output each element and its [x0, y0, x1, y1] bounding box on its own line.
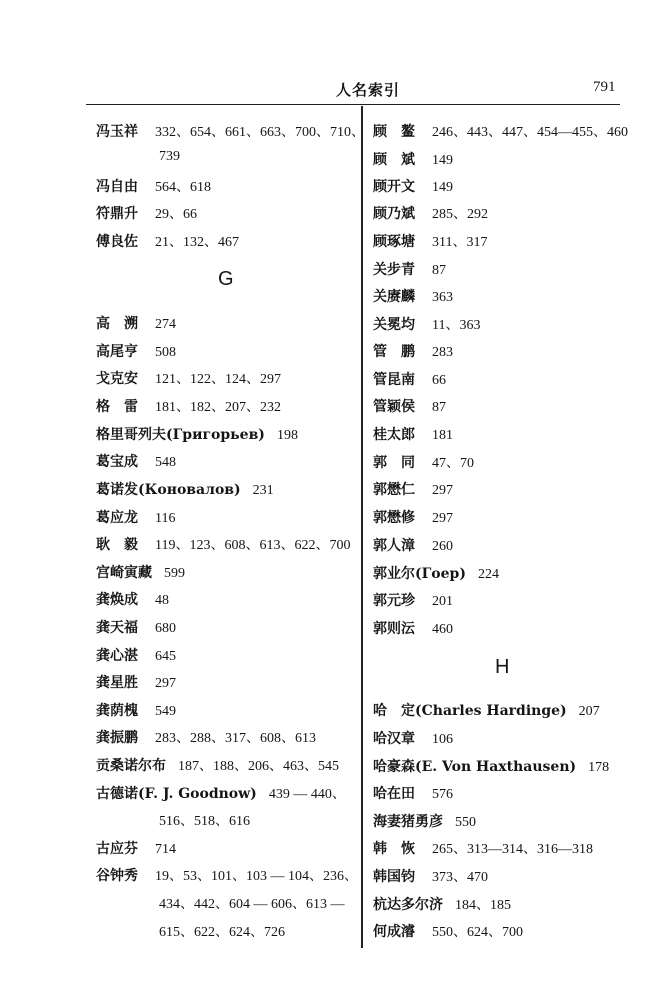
entry-name: 龚星胜	[96, 675, 138, 691]
entry-name: 哈豪森(E. Von Haxthausen)	[373, 759, 577, 775]
index-entry	[373, 563, 499, 583]
entry-pages: 265、313—314、316—318	[432, 842, 593, 857]
entry-name: 关冕均	[373, 317, 415, 333]
page-number: 791	[593, 79, 616, 95]
entry-pages: 47、70	[432, 456, 474, 471]
index-entry	[96, 589, 169, 609]
entry-name: 郭懋修	[373, 510, 415, 526]
entry-name: 韩 恢	[373, 841, 415, 857]
entry-name: 何成濬	[373, 924, 415, 940]
index-entry	[373, 369, 446, 389]
index-entry	[373, 838, 593, 858]
index-entry	[96, 176, 211, 196]
entry-pages: 119、123、608、613、622、700	[155, 538, 351, 553]
entry-pages: 149	[432, 153, 453, 168]
entry-pages: 645	[155, 649, 176, 664]
entry-name: 哈 定(Charles Hardinge)	[373, 703, 567, 719]
entry-pages: 283、288、317、608、613	[155, 731, 316, 746]
entry-pages: 48	[155, 593, 169, 608]
index-entry	[373, 618, 453, 638]
entry-pages: 439 — 440、	[268, 787, 346, 802]
page-title: 人名索引	[336, 81, 401, 99]
entry-name: 顾琢塘	[373, 234, 415, 250]
entry-pages: 680	[155, 621, 176, 636]
entry-name: 顾开文	[373, 179, 415, 195]
header-rule	[86, 104, 620, 105]
entry-name: 高尾亨	[96, 344, 138, 360]
index-entry	[96, 672, 176, 692]
entry-pages: 181	[432, 428, 453, 443]
entry-pages: 548	[155, 455, 176, 470]
entry-name: 格里哥列夫(Григорьев)	[96, 427, 265, 443]
entry-pages: 311、317	[432, 235, 488, 250]
index-entry	[373, 700, 600, 720]
index-entry	[96, 479, 274, 499]
index-entry	[96, 313, 176, 333]
entry-pages: 549	[155, 704, 176, 719]
index-entry	[373, 866, 488, 886]
index-entry	[373, 149, 453, 169]
entry-pages: 21、132、467	[155, 235, 239, 250]
entry-pages: 274	[155, 317, 176, 332]
entry-name: 葛诺发(Коновалов)	[96, 482, 241, 498]
entry-name: 哈在田	[373, 786, 415, 802]
index-entry	[373, 783, 453, 803]
entry-name: 龚振鹏	[96, 730, 138, 746]
index-entry	[373, 479, 453, 499]
index-entry	[373, 176, 453, 196]
index-entry	[373, 507, 453, 527]
index-entry	[96, 121, 365, 141]
entry-pages-continuation: 516、518、616	[159, 814, 250, 829]
entry-pages: 198	[276, 428, 298, 443]
entry-name: 葛应龙	[96, 510, 138, 526]
entry-pages-continuation: 615、622、624、726	[159, 925, 285, 940]
index-entry	[96, 562, 185, 582]
entry-pages: 121、122、124、297	[155, 372, 281, 387]
index-entry	[96, 838, 176, 858]
index-entry	[96, 534, 350, 554]
index-entry	[96, 755, 339, 775]
index-entry	[373, 259, 446, 279]
index-entry	[96, 231, 239, 251]
entry-pages: 181、182、207、232	[155, 400, 281, 415]
entry-pages: 178	[588, 760, 610, 775]
index-entry	[373, 590, 453, 610]
index-entry	[373, 452, 474, 472]
index-entry	[373, 203, 488, 223]
entry-pages: 373、470	[432, 870, 488, 885]
index-entry	[96, 451, 176, 471]
index-entry	[96, 396, 281, 416]
entry-name: 管昆南	[373, 372, 415, 388]
index-entry	[96, 203, 197, 223]
entry-pages: 207	[578, 704, 600, 719]
entry-pages: 714	[155, 842, 176, 857]
entry-name: 郭元珍	[373, 593, 415, 609]
entry-pages: 187、188、206、463、545	[178, 759, 339, 774]
entry-name: 海妻猪勇彦	[373, 814, 443, 830]
index-entry	[373, 728, 453, 748]
entry-pages-continuation: 434、442、604 — 606、613 —	[159, 897, 345, 912]
entry-name: 高 溯	[96, 316, 138, 332]
entry-pages: 297	[155, 676, 176, 691]
entry-name: 贡桑诺尔布	[96, 758, 166, 774]
entry-pages: 550	[455, 815, 476, 830]
entry-pages: 297	[432, 511, 453, 526]
index-entry	[373, 231, 487, 251]
index-entry	[373, 811, 476, 831]
entry-pages: 116	[155, 511, 176, 526]
entry-pages: 87	[432, 263, 446, 278]
entry-pages: 550、624、700	[432, 925, 523, 940]
entry-name: 桂太郎	[373, 427, 415, 443]
index-entry	[96, 727, 316, 747]
entry-pages: 106	[432, 732, 453, 747]
entry-name: 郭业尔(Гоер)	[373, 566, 466, 582]
entry-pages: 184、185	[455, 898, 511, 913]
index-entry	[373, 396, 446, 416]
entry-name: 韩国钧	[373, 869, 415, 885]
entry-name: 冯自由	[96, 179, 138, 195]
entry-name: 顾乃斌	[373, 206, 415, 222]
entry-name: 古应芬	[96, 841, 138, 857]
index-entry	[96, 700, 176, 720]
index-entry	[96, 617, 176, 637]
column-divider	[361, 106, 363, 948]
entry-name: 管颖侯	[373, 399, 415, 415]
entry-name: 耿 毅	[96, 537, 138, 553]
index-entry	[96, 865, 358, 885]
entry-pages: 29、66	[155, 207, 197, 222]
entry-pages: 246、443、447、454—455、460	[432, 125, 628, 140]
index-entry	[373, 894, 511, 914]
entry-name: 顾 斌	[373, 152, 415, 168]
entry-pages: 231	[252, 483, 274, 498]
entry-name: 关赓麟	[373, 289, 415, 305]
entry-name: 龚天福	[96, 620, 138, 636]
index-entry	[373, 341, 453, 361]
entry-name: 关步青	[373, 262, 415, 278]
entry-pages: 285、292	[432, 207, 488, 222]
entry-name: 郭 同	[373, 455, 415, 471]
section-letter-g: G	[218, 268, 234, 290]
index-entry	[373, 921, 523, 941]
entry-pages: 564、618	[155, 180, 211, 195]
index-entry	[96, 341, 176, 361]
entry-pages: 87	[432, 400, 446, 415]
entry-pages: 332、654、661、663、700、710、	[155, 125, 365, 140]
index-entry	[373, 121, 628, 141]
entry-pages: 297	[432, 483, 453, 498]
entry-name: 格 雷	[96, 399, 138, 415]
entry-name: 葛宝成	[96, 454, 138, 470]
entry-pages: 508	[155, 345, 176, 360]
section-letter-h: H	[495, 656, 510, 678]
entry-pages: 260	[432, 539, 453, 554]
index-entry	[373, 756, 609, 776]
entry-name: 谷钟秀	[96, 868, 138, 884]
index-entry	[96, 368, 281, 388]
entry-name: 冯玉祥	[96, 124, 138, 140]
entry-name: 龚荫槐	[96, 703, 138, 719]
entry-pages-continuation: 739	[159, 149, 180, 164]
entry-pages: 283	[432, 345, 453, 360]
entry-pages: 460	[432, 622, 453, 637]
entry-pages: 224	[477, 567, 499, 582]
index-entry	[373, 286, 453, 306]
entry-name: 古德诺(F. J. Goodnow)	[96, 786, 257, 802]
index-entry	[96, 507, 175, 527]
index-entry	[96, 783, 346, 803]
entry-pages: 66	[432, 373, 446, 388]
entry-name: 宫崎寅藏	[96, 565, 152, 581]
entry-name: 郭人漳	[373, 538, 415, 554]
entry-pages: 19、53、101、103 — 104、236、	[155, 869, 358, 884]
index-entry	[96, 645, 176, 665]
entry-name: 龚焕成	[96, 592, 138, 608]
entry-pages: 201	[432, 594, 453, 609]
entry-pages: 576	[432, 787, 453, 802]
entry-name: 郭则沄	[373, 621, 415, 637]
entry-pages: 599	[164, 566, 185, 581]
index-entry	[96, 424, 298, 444]
index-entry	[373, 314, 480, 334]
entry-name: 杭达多尔济	[373, 897, 443, 913]
entry-name: 哈汉章	[373, 731, 415, 747]
index-entry	[373, 535, 453, 555]
entry-pages: 11、363	[432, 318, 481, 333]
entry-name: 戈克安	[96, 371, 138, 387]
entry-name: 符鼎升	[96, 206, 138, 222]
entry-name: 郭懋仁	[373, 482, 415, 498]
entry-pages: 363	[432, 290, 453, 305]
index-entry	[373, 424, 453, 444]
entry-name: 龚心湛	[96, 648, 138, 664]
entry-pages: 149	[432, 180, 453, 195]
entry-name: 傅良佐	[96, 234, 138, 250]
entry-name: 顾 鳌	[373, 124, 415, 140]
entry-name: 管 鹏	[373, 344, 415, 360]
